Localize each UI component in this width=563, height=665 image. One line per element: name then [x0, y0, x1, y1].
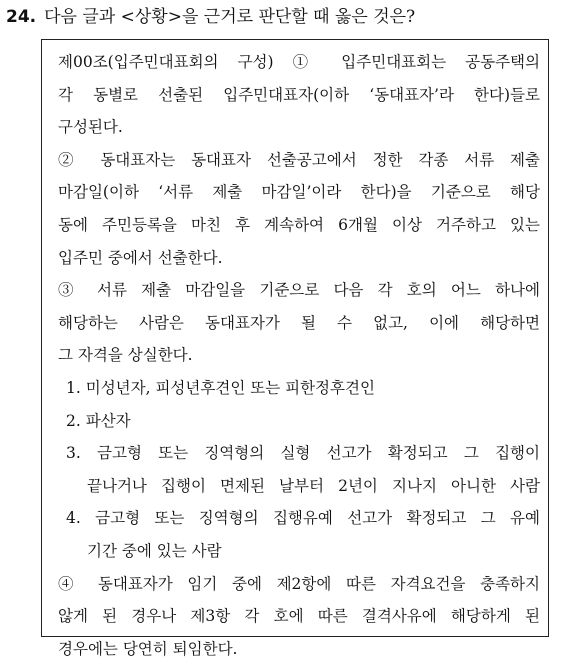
list-item: 2. 파산자 — [66, 411, 131, 430]
passage-line: 경우에는 당연히 퇴임한다. — [58, 639, 238, 658]
passage-box — [41, 39, 549, 658]
passage-line: 제00조(입주민대표회의 구성) ① 입주민대표회는 공동주택의 — [58, 53, 540, 71]
passage-line: 않게 된 경우나 제3항 각 호에 따른 결격사유에 해당하게 된 — [58, 607, 540, 626]
list-item: 1. 미성년자, 피성년후견인 또는 피한정후견인 — [66, 378, 375, 397]
list-item-continuation: 기간 중에 있는 사람 — [87, 541, 222, 560]
passage-line: 동에 주민등록을 마친 후 계속하여 6개월 이상 거주하고 있는 — [58, 215, 540, 234]
passage-line: ③ 서류 제출 마감일을 기준으로 다음 각 호의 어느 하나에 — [58, 281, 540, 300]
passage-line: 구성된다. — [58, 118, 123, 137]
list-item-continuation: 끝나거나 집행이 면제된 날부터 2년이 지나지 아니한 사람 — [87, 476, 540, 495]
passage-line: ④ 동대표자가 임기 중에 제2항에 따른 자격요건을 충족하지 — [58, 574, 540, 593]
passage-line: 마감일(이하 ‘서류 제출 마감일’이라 한다)을 기준으로 해당 — [58, 183, 540, 202]
passage-line: ② 동대표자는 동대표자 선출공고에서 정한 각종 서류 제출 — [58, 150, 540, 169]
list-item: 4. 금고형 또는 징역형의 집행유예 선고가 확정되고 그 유예 — [66, 509, 540, 528]
passage-line: 각 동별로 선출된 입주민대표자(이하 ‘동대표자’라 한다)들로 — [58, 85, 540, 104]
passage-line: 그 자격을 상실한다. — [58, 346, 193, 365]
question-number: 24. — [6, 7, 37, 27]
list-item: 3. 금고형 또는 징역형의 실형 선고가 확정되고 그 집행이 — [66, 444, 540, 463]
question-header — [6, 6, 415, 28]
passage-line: 해당하는 사람은 동대표자가 될 수 없고, 이에 해당하면 — [58, 313, 540, 332]
question-text: 다음 글과 <상황>을 근거로 판단할 때 옳은 것은? — [44, 7, 416, 27]
passage-line: 입주민 중에서 선출한다. — [58, 248, 223, 267]
